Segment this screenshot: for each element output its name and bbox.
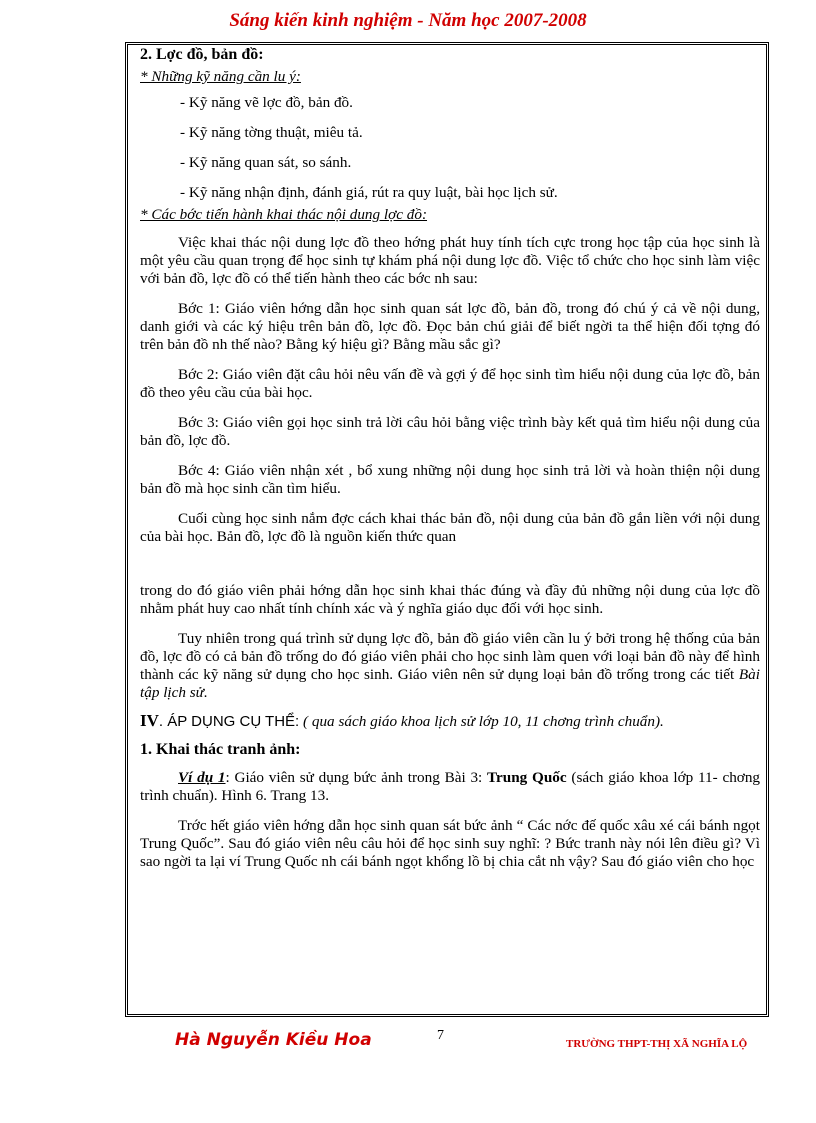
section-4-roman: IV — [140, 711, 159, 730]
continuation-paragraph: trong do đó giáo viên phải hớng dẫn học sinh khai thác đúng và đầy đủ những nội dung của lợc đồ nhằm phát huy cao nhất tính chính xác và ý nghĩa giáo dục đối với học sinh. — [140, 582, 760, 617]
section-4-heading — [140, 712, 760, 731]
skill-item: - Kỹ năng vẽ lợc đồ, bản đồ. — [180, 94, 353, 111]
steps-subtitle: * Các bớc tiến hành khai thác nội dung lợc đồ: — [140, 206, 428, 223]
section-2-heading: 2. Lợc đồ, bản đồ: — [140, 46, 264, 63]
step-1-paragraph: Bớc 1: Giáo viên hớng dẫn học sinh quan sát lợc đồ, bản đồ, trong đó chú ý cả về nội dung, danh giới và các ký hiệu trên bản đồ, lợc đồ. Đọc bản chú giải để biết ngời ta thể hiện đối tợng đó trên bản đồ nh thế nào? Bằng ký hiệu gì? Bằng mầu sắc gì? — [140, 300, 760, 353]
note-text: Tuy nhiên trong quá trình sử dụng lợc đồ, bản đồ giáo viên cần lu ý bởi trong hệ thống của bản đồ, lợc đồ có cả bản đồ trống do đó giáo viên phải cho học sinh làm quen với loại bản đồ này để hình thành các kỹ năng sử dụng cho học sinh. Giáo viên nên sử dụng loại bản đồ trống trong các tiết — [140, 630, 760, 683]
conclusion-paragraph: Cuối cùng học sinh nắm đợc cách khai thác bản đồ, nội dung của bản đồ gắn liền với nội dung của bài học. Bản đồ, lợc đồ là nguồn kiến thức quan — [140, 510, 760, 545]
skill-item: - Kỹ năng tờng thuật, miêu tả. — [180, 124, 363, 141]
footer-school: TRƯỜNG THPT-THỊ XÃ NGHĨA LỘ — [566, 1038, 748, 1050]
document-body — [140, 46, 760, 871]
step-2-paragraph: Bớc 2: Giáo viên đặt câu hỏi nêu vấn đề và gợi ý để học sinh tìm hiểu nội dung của lợc đồ, bản đồ theo yêu cầu của bài học. — [140, 366, 760, 401]
skill-item: - Kỹ năng quan sát, so sánh. — [180, 154, 352, 171]
example-1-text-a: : Giáo viên sử dụng bức ảnh trong Bài 3: — [225, 769, 488, 786]
example-1-text-b: (sách giáo khoa lớp 11- chơng trình chuẩn). Hình 6. Trang 13. — [140, 769, 761, 804]
page-header-title: Sáng kiến kinh nghiệm - Năm học 2007-2008 — [229, 10, 587, 31]
footer-author: Hà Nguyễn Kiều Hoa — [175, 1030, 372, 1050]
note-italic-title: Bài tập lịch sử. — [140, 666, 760, 701]
step-4-paragraph: Bớc 4: Giáo viên nhận xét , bổ xung những nội dung học sinh trả lời và hoàn thiện nội dung bản đồ mà học sinh cần tìm hiểu. — [140, 462, 760, 497]
step-3-paragraph: Bớc 3: Giáo viên gọi học sinh trả lời câu hỏi bằng việc trình bày kết quả tìm hiểu nội dung của bản đồ, lợc đồ. — [140, 414, 760, 449]
note-paragraph — [140, 630, 760, 702]
footer-page-number: 7 — [437, 1028, 444, 1043]
example-1-paragraph — [140, 769, 760, 805]
intro-paragraph: Việc khai thác nội dung lợc đồ theo hớng phát huy tính tích cực trong học tập của học sinh là một yêu cầu quan trọng để học sinh tự khám phá nội dung lợc đồ. Việc tổ chức cho học sinh làm việc với bản đồ, lợc đồ có thể tiến hành theo các bớc nh sau: — [140, 234, 760, 287]
example-1-label: Ví dụ 1 — [178, 769, 226, 786]
section-4-subtitle: ( qua sách giáo khoa lịch sử lớp 10, 11 chơng trình chuẩn). — [299, 713, 664, 730]
example-1-bold: Trung Quốc — [487, 769, 567, 786]
example-1-body: Trớc hết giáo viên hớng dẫn học sinh quan sát bức ảnh “ Các nớc đế quốc xâu xé cái bánh ngọt Trung Quốc”. Sau đó giáo viên nêu câu hỏi để học sinh suy nghĩ: ? Bức tranh này nói lên điều gì? Vì sao ngời ta lại ví Trung Quốc nh cái bánh ngọt khổng lồ bị chia cắt nh vậy? Sau đó giáo viên cho học — [140, 817, 760, 870]
skills-subtitle: * Những kỹ năng cần lu ý: — [140, 68, 301, 85]
subsection-1-heading: 1. Khai thác tranh ảnh: — [140, 741, 301, 758]
section-4-title: . ÁP DỤNG CỤ THỂ: — [158, 713, 300, 730]
skill-item: - Kỹ năng nhận định, đánh giá, rút ra quy luật, bài học lịch sử. — [180, 184, 558, 201]
